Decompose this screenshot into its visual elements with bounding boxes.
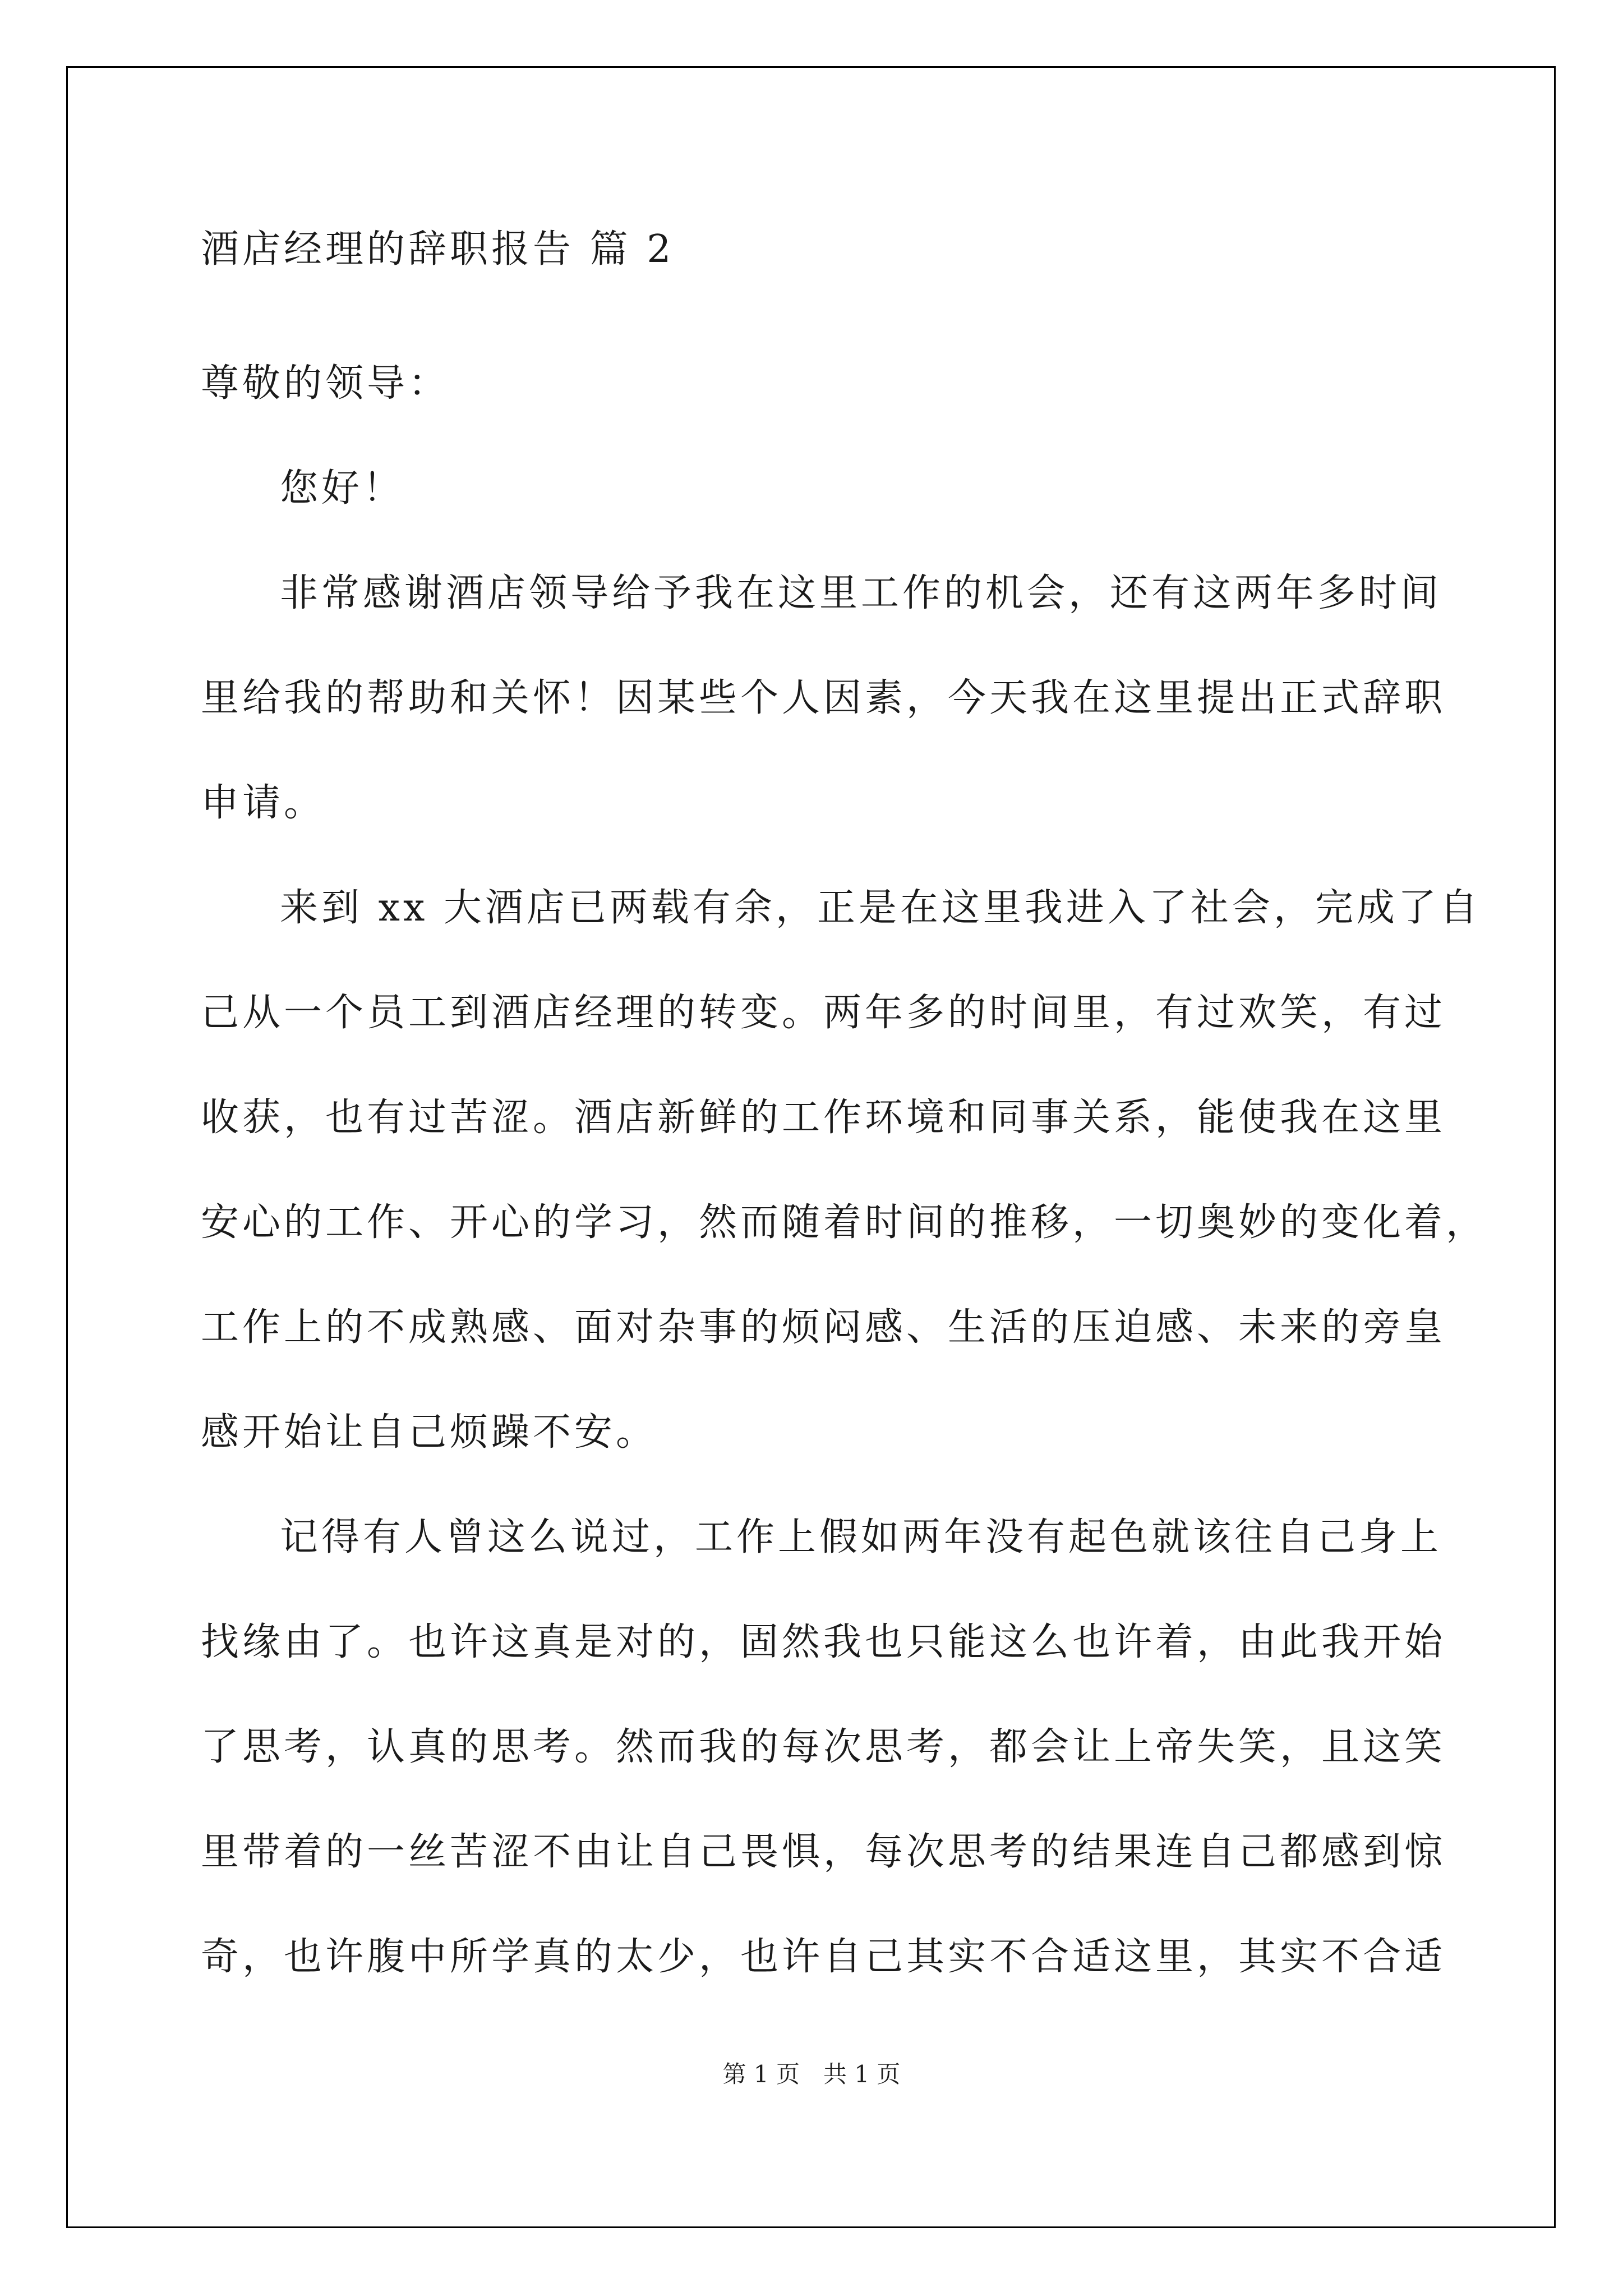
paragraph-line: 申请。 xyxy=(201,781,326,825)
greeting: 您好！ xyxy=(280,466,405,510)
paragraph-line: 了思考，认真的思考。然而我的每次思考，都会让上帝失笑，且这笑 xyxy=(201,1725,1446,1769)
paragraph-line: 奇，也许腹中所学真的太少，也许自己其实不合适这里，其实不合适 xyxy=(201,1935,1446,1979)
paragraph-line: 找缘由了。也许这真是对的，固然我也只能这么也许着，由此我开始 xyxy=(201,1620,1446,1664)
page-number-footer: 第 1 页 共 1 页 xyxy=(722,2060,901,2088)
paragraph-line: 工作上的不成熟感、面对杂事的烦闷感、生活的压迫感、未来的旁皇 xyxy=(201,1305,1446,1350)
paragraph-line: 己从一个员工到酒店经理的转变。两年多的时间里，有过欢笑，有过 xyxy=(201,991,1446,1035)
paragraph-line: 里给我的帮助和关怀！因某些个人因素，今天我在这里提出正式辞职 xyxy=(201,676,1446,720)
paragraph-line: 记得有人曾这么说过，工作上假如两年没有起色就该往自己身上 xyxy=(280,1515,1442,1559)
paragraph-line: 感开始让自己烦躁不安。 xyxy=(201,1410,658,1455)
salutation: 尊敬的领导： xyxy=(201,361,450,406)
paragraph-line: 来到 xx 大酒店已两载有余，正是在这里我进入了社会，完成了自 xyxy=(280,886,1481,930)
paragraph-line: 非常感谢酒店领导给予我在这里工作的机会，还有这两年多时间 xyxy=(280,571,1442,615)
document-title: 酒店经理的辞职报告 篇 2 xyxy=(201,227,675,272)
paragraph-line: 里带着的一丝苦涩不由让自己畏惧，每次思考的结果连自己都感到惊 xyxy=(201,1830,1446,1874)
paragraph-line: 收获，也有过苦涩。酒店新鲜的工作环境和同事关系，能使我在这里 xyxy=(201,1096,1446,1140)
paragraph-line: 安心的工作、开心的学习，然而随着时间的推移，一切奥妙的变化着， xyxy=(201,1200,1488,1245)
document-body xyxy=(201,213,1488,2009)
